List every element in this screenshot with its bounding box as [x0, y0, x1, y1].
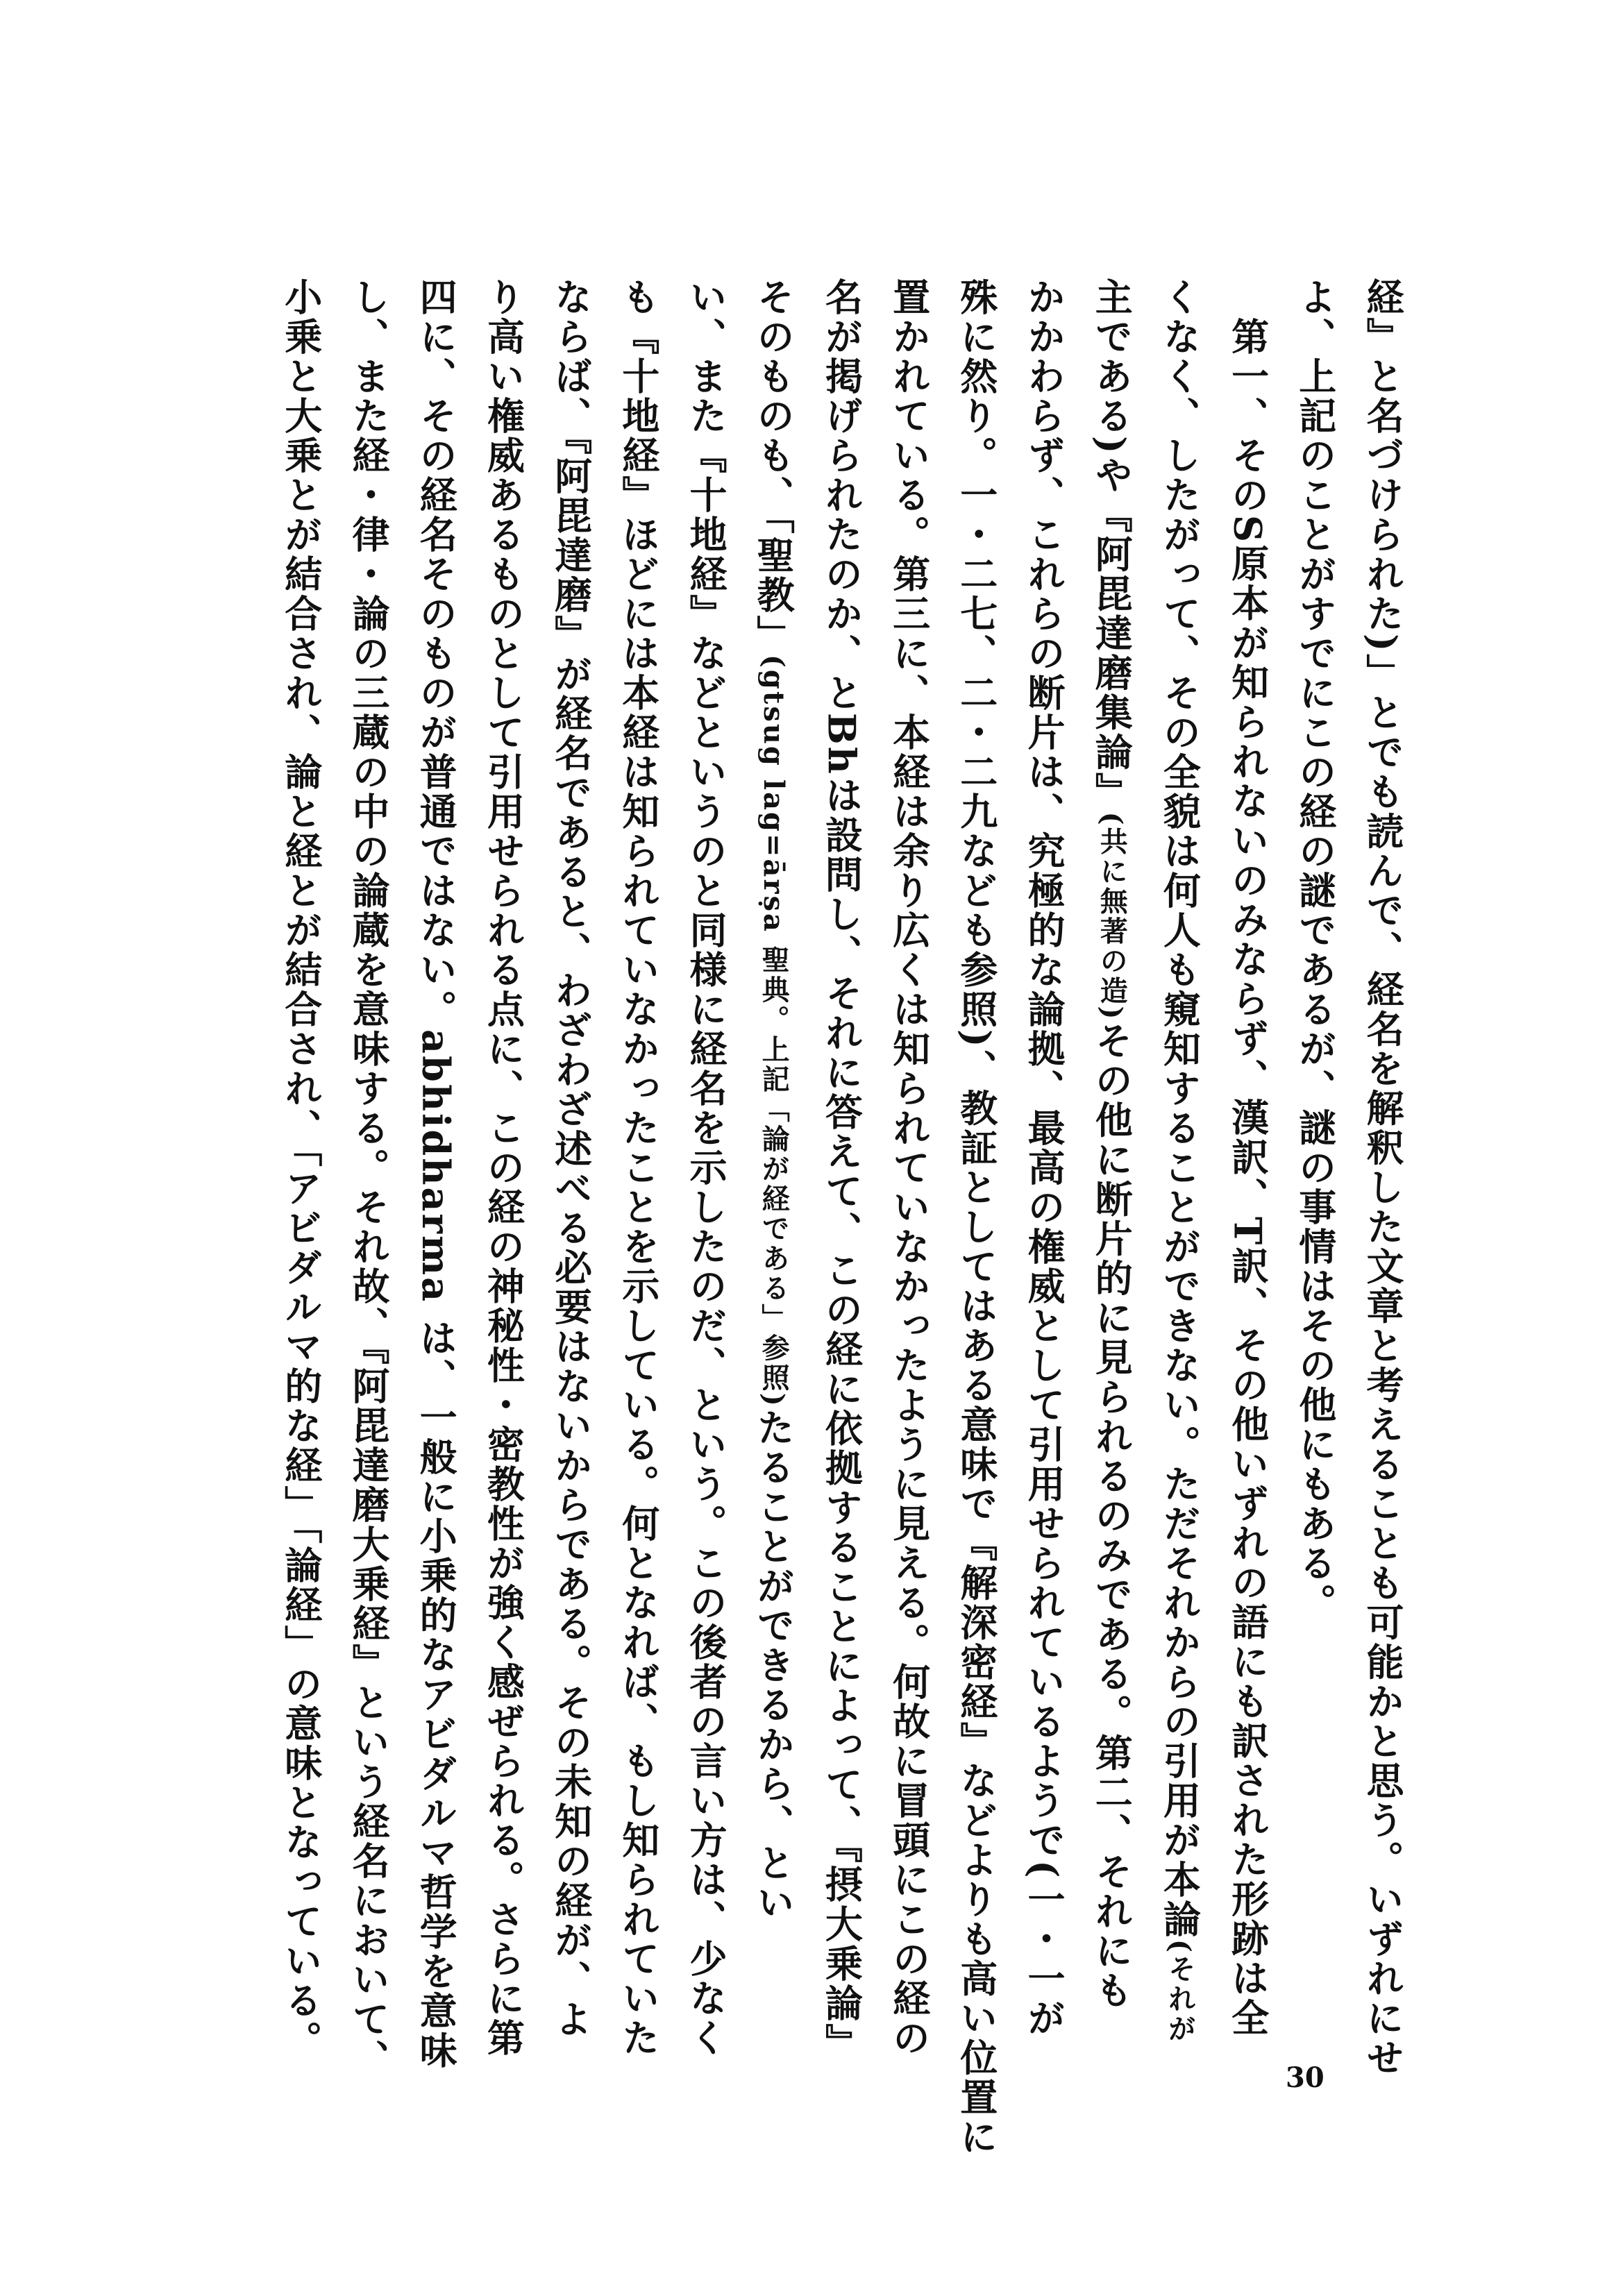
text-line-10-b: たることができるから、とい [751, 1408, 796, 1923]
text-line-6: かかわらず、これらの断片は、究極的な論拠、最高の権威として引用せられているようで(一・一が [1021, 278, 1066, 2038]
text-line-5-note: (共に無著の造) [1095, 811, 1129, 1022]
text-line-5 [1077, 278, 1145, 2011]
text-line-10-note: (gtsug lag=ārṣa 聖典。上記「論が経である」参照) [757, 655, 791, 1408]
text-line-8: 置かれている。第三に、本経は余り広くは知られていなかったように見える。何故に冒頭にこの経の [886, 278, 932, 2058]
text-line-17: 小乗と大乗とが結合され、論と経とが結合され、「アビダルマ的な経」「論経」の意味となっている。 [278, 278, 323, 2060]
text-line-4-note: (それが [1163, 1939, 1197, 2044]
text-line-1: 経』と名づけられた)」とでも読んで、経名を解釈した文章と考えることも可能かと思う。いずれにせ [1361, 278, 1405, 2078]
text-line-9: 名が掲げられたのか、とBhは設問し、それに答えて、この経に依拠することによって、『摂大乗論』 [819, 278, 864, 2063]
text-line-5-a: 主である)や『阿毘達磨集論』 [1089, 278, 1134, 812]
text-line-10 [739, 278, 807, 1971]
text-line-10-a: そのものも、「聖教」 [751, 278, 796, 655]
text-line-3: 第一、そのS原本が知られないのみならず、漢訳、T訳、その他いずれの語にも訳された形跡は全 [1225, 278, 1270, 2038]
page-number: 30 [1286, 2061, 1325, 2094]
text-line-4-main: くなく、したがって、その全貌は何人も窺知することができない。ただそれからの引用が本論 [1157, 278, 1202, 1939]
text-line-2: よ、上記のことがすでにこの経の謎であるが、謎の事情はその他にもある。 [1293, 278, 1338, 1623]
text-line-16: し、また経・律・論の三蔵の中の論蔵を意味する。それ故、『阿毘達磨大乗経』という経名において、 [346, 278, 391, 2079]
text-line-13: ならば、『阿毘達磨』が経名であると、わざわざ述べる必要はないからである。その未知の経が、よ [548, 278, 594, 2039]
text-line-7: 殊に然り。一・二七、二・二九なども参照)、教証としてはある意味で『解深密経』などよりも高い位置に [954, 278, 999, 2157]
text-line-14: り高い権威あるものとして引用せられる点に、この経の神秘性・密教性が強く感ぜられる。さらに第 [481, 278, 526, 2058]
text-line-12: も『十地経』ほどには本経は知られていなかったことを示している。何となれば、もし知られていた [616, 278, 661, 2058]
text-line-11: い、また『十地経』などというのと同様に経名を示したのだ、という。この後者の言い方は、少なく [683, 278, 728, 2058]
text-line-4 [1145, 278, 1213, 2044]
text-line-15: 四に、その経名そのものが普通ではない。abhidharma は、一般に小乗的なアビダルマ哲学を意味 [414, 278, 459, 2070]
text-line-5-b: その他に断片的に見られるのみである。第二、それにも [1089, 1021, 1134, 2011]
